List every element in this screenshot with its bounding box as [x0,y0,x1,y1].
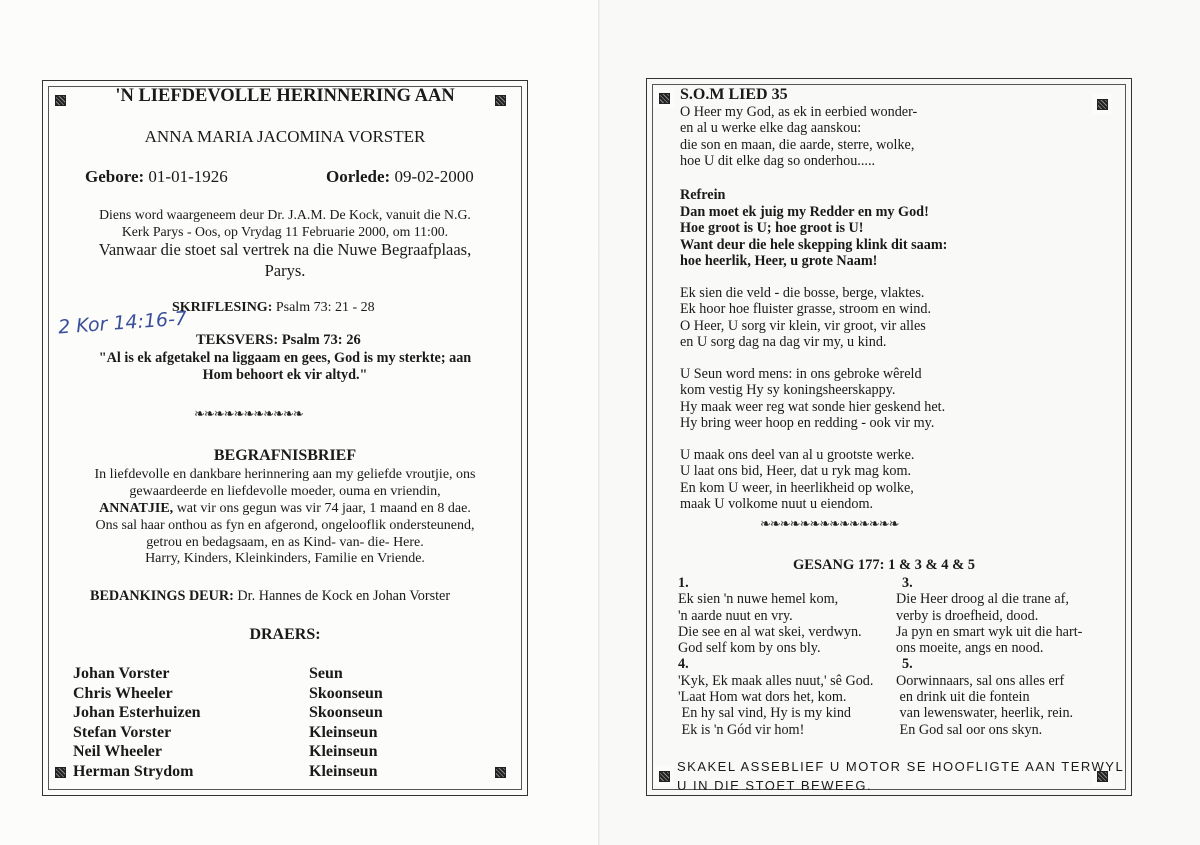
hymn-verse: O Heer my God, as ek in eerbied wonder- en al u werke elke dag aanskou: die son en maan, die aarde, sterre, wolke, hoe U dit elke dag so onderhou..... [680,104,918,169]
thanks-value: Dr. Hannes de Kock en Johan Vorster [237,588,451,604]
bearer-name: Chris Wheeler [73,684,173,702]
bearer-relation: Seun [309,665,343,682]
text-verse-quote: Hom behoort ek vir altyd." [202,367,368,383]
gesang-title: GESANG 177: 1 & 3 & 4 & 5 [793,557,976,573]
thanks-line [90,588,450,605]
corner-ornament-icon [490,90,510,110]
bearer-relation: Skoonseun [309,704,383,721]
reading-value: Psalm 73: 21 - 28 [275,300,375,315]
corner-ornament-icon [50,762,70,782]
letter-line: Harry, Kinders, Kleinkinders, Familie en Vriende. [145,551,425,566]
scripture-reading [172,300,375,316]
memorial-title: 'N LIEFDEVOLLE HERINNERING AAN [115,86,455,106]
letter-line: getrou en bedagsaam, en as Kind- van- die- Here. [146,535,424,550]
refrain-title: Refrein [680,187,726,203]
text-verse-quote: "Al is ek afgetakel na liggaam en gees, God is my sterkte; aan [98,350,472,366]
right-page [600,0,1200,845]
bearer-relation: Kleinseun [309,743,378,760]
thanks-label: BEDANKINGS DEUR: [90,588,234,604]
bearer-relation: Kleinseun [309,762,378,780]
hymn-verse: Ek sien die veld - die bosse, berge, vlaktes. Ek hoor hoe fluister grasse, stroom en wind. O Heer, U sorg vir klein, vir groot, vir alles en U sorg dag na dag vir my, u kind. [680,285,931,350]
corner-ornament-icon [490,762,510,782]
gesang-column-right: 3. Die Heer droog al die trane af, verby is droefheid, dood. Ja pyn en smart wyk uit die hart- ons moeite, angs en nood. 5. Oorwinnaars, sal ons alles erf en drink uit die fontein van lewenswater, heerlik, rein. En God sal oor ons skyn. [896,575,1083,738]
letter-line: ANNATJIE, wat vir ons gegun was vir 74 jaar, 1 maand en 8 dae. [99,501,471,516]
reading-label: SKRIFLESING: [172,300,273,315]
letter-line: gewaardeerde en liefdevolle moeder, ouma en vriendin, [129,484,441,499]
hymn-title: S.O.M LIED 35 [680,86,788,103]
headlights-notice: U IN DIE STOET BEWEEG. [677,778,873,793]
annatjie-name: ANNATJIE, [99,501,174,516]
floral-divider: ❧❧❧❧❧❧❧❧❧❧❧ [194,406,303,421]
hymn-verse: U Seun word mens: in ons gebroke wêreld kom vestig Hy sy koningsheerskappy. Hy maak weer reg wat sonde hier geskend het. Hy bring weer hoop en redding - ook vir my. [680,366,946,431]
handwritten-note: 2 Kor 14:16-7 [57,307,188,339]
bearers-title: DRAERS: [249,626,321,643]
floral-divider: ❧❧❧❧❧❧❧❧❧❧❧❧❧❧ [760,516,899,531]
service-line: Kerk Parys - Oos, op Vrydag 11 Februarie 2000, om 11:00. [121,224,449,239]
service-line: Parys. [264,261,306,280]
died-date: 09-02-2000 [394,167,474,186]
bearer-name: Herman Strydom [73,762,194,780]
letter-line: Ons sal haar onthou as fyn en afgerond, ongelooflik ondersteunend, [95,518,475,533]
deceased-name: ANNA MARIA JACOMINA VORSTER [144,127,426,146]
bearer-relation: Kleinseun [309,723,378,741]
death-info [326,167,474,187]
refrain: Dan moet ek juig my Redder en my God! Hoe groot is U; hoe groot is U! Want deur die hele skepping klink dit saam: hoe heerlik, Heer, u grote Naam! [680,204,948,269]
born-label: Gebore: [85,167,145,186]
headlights-notice: SKAKEL ASSEBLIEF U MOTOR SE HOOFLIGTE AAN TERWYL [677,759,1125,774]
corner-ornament-icon [654,766,674,786]
text-verse-label: TEKSVERS: Psalm 73: 26 [196,332,361,348]
corner-ornament-icon [654,88,674,108]
bearer-name: Neil Wheeler [73,743,163,760]
corner-ornament-icon [1092,94,1112,114]
corner-ornament-icon [50,90,70,110]
bearer-name: Johan Esterhuizen [73,704,201,721]
bearers-relations [309,664,383,781]
hymn-verse: U maak ons deel van al u grootste werke. U laat ons bid, Heer, dat u ryk mag kom. En kom U weer, in heerlikheid op wolke, maak U volkome nuut u eiendom. [680,447,915,512]
birth-info [85,167,228,187]
bearer-relation: Skoonseun [309,684,383,702]
service-line: Vanwaar die stoet sal vertrek na die Nuwe Begraafplaas, [98,240,472,259]
bearers-names [73,664,201,781]
letter-line: In liefdevolle en dankbare herinnering aan my geliefde vroutjie, ons [94,467,476,482]
gesang-column-left: 1. Ek sien 'n nuwe hemel kom, 'n aarde nuut en vry. Die see en al wat skei, verdwyn. God self kom by ons bly. 4. 'Kyk, Ek maak alles nuut,' sê God. 'Laat Hom wat dors het, kom. En hy sal vind, Hy is my kind Ek is 'n Gód vir hom! [678,575,874,738]
born-date: 01-01-1926 [148,167,228,186]
service-line: Diens word waargeneem deur Dr. J.A.M. De Kock, vanuit die N.G. [99,207,471,222]
bearer-name: Stefan Vorster [73,723,172,741]
letter-title: BEGRAFNISBRIEF [213,447,357,464]
bearer-name: Johan Vorster [73,665,170,682]
died-label: Oorlede: [326,167,391,186]
